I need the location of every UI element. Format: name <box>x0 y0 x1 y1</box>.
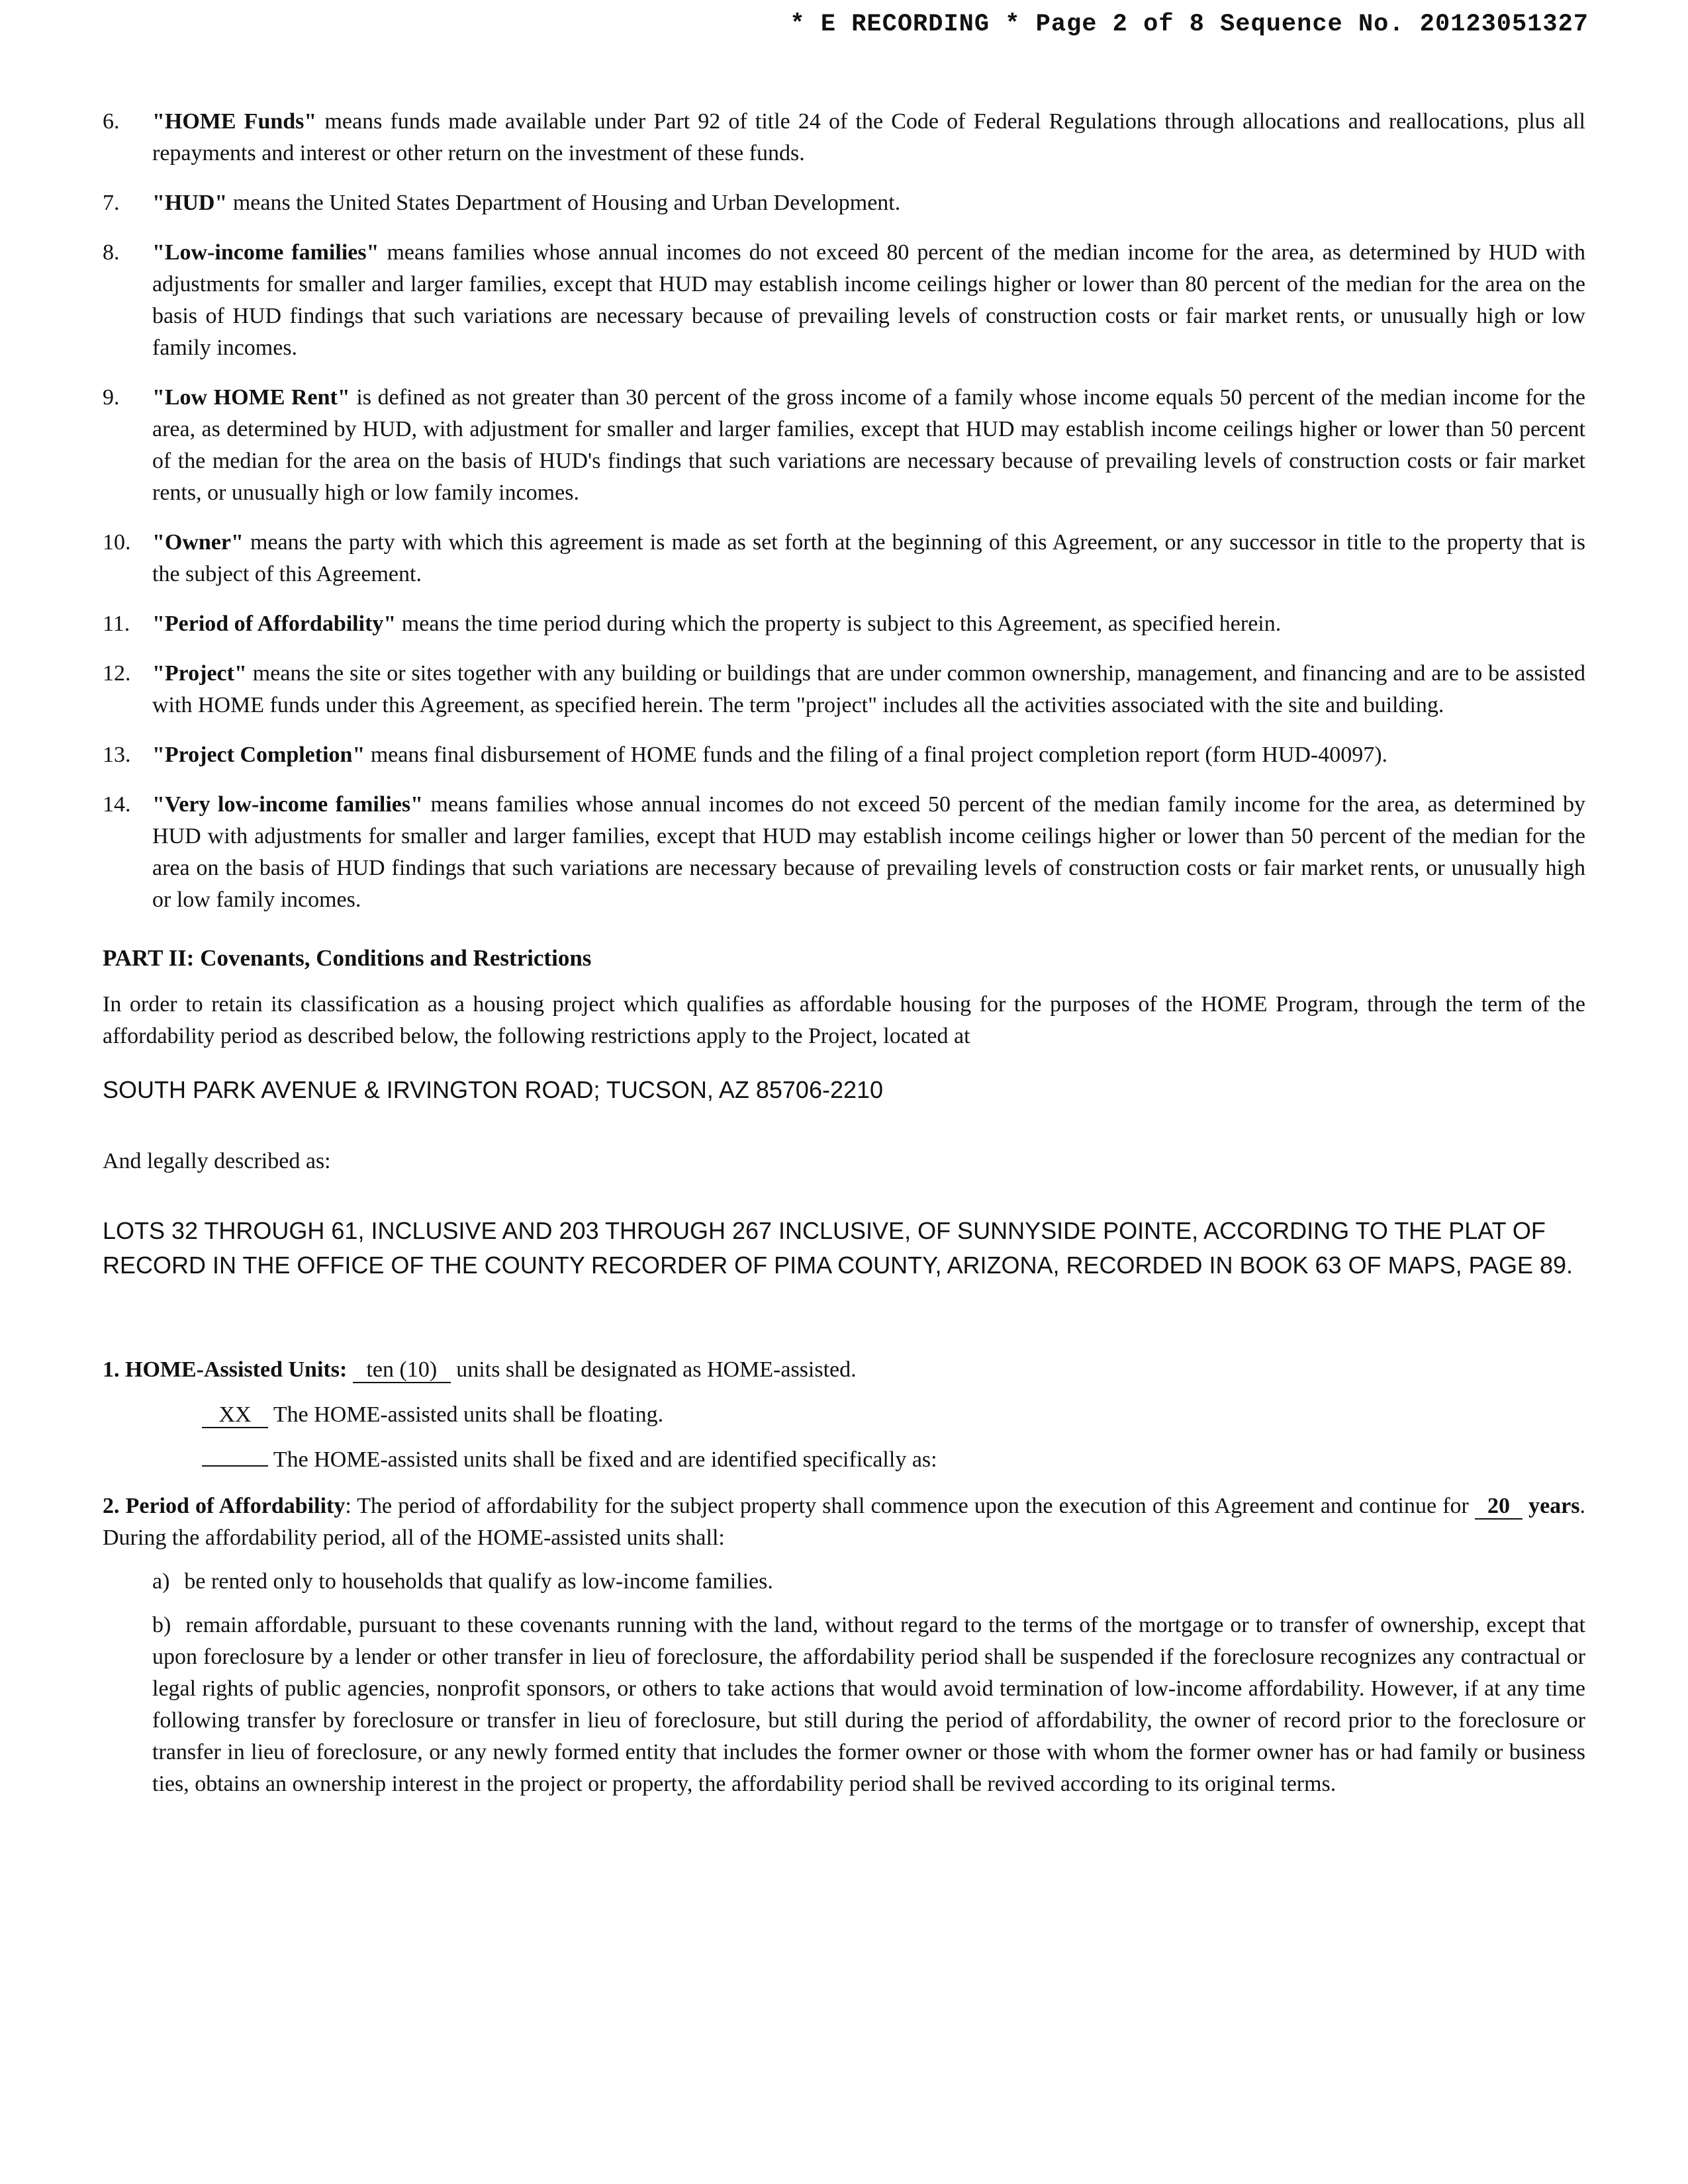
definition-12 <box>103 658 1585 721</box>
definition-term: "Very low-income families" <box>152 792 423 817</box>
part-ii-intro: In order to retain its classification as a housing project which qualifies as affordable housing for the purposes of the HOME Program, through the term of the affordability period as described below, the following restrictions apply to the Project, located at <box>103 992 1585 1048</box>
recording-header: * E RECORDING * Page 2 of 8 Sequence No. 20123051327 <box>790 11 1589 38</box>
definition-text: means final disbursement of HOME funds and the filing of a final project completion report (form HUD-40097). <box>365 743 1388 767</box>
definition-term: "Owner" <box>152 530 244 555</box>
definition-number: 14. <box>103 792 131 817</box>
affordability-item-a <box>103 1566 1585 1598</box>
definition-13 <box>103 739 1585 771</box>
legal-description: LOTS 32 THROUGH 61, INCLUSIVE AND 203 THROUGH 267 INCLUSIVE, OF SUNNYSIDE POINTE, ACCORDING TO THE PLAT OF RECORD IN THE OFFICE OF THE COUNTY RECORDER OF PIMA COUNTY, ARIZONA, RECORDED IN BOOK 63 OF MAPS, PAGE 89. <box>103 1217 1573 1279</box>
definition-number: 11. <box>103 612 130 636</box>
units-count-field: ten (10) <box>353 1358 451 1383</box>
fixed-units-mark <box>202 1465 268 1467</box>
definition-number: 13. <box>103 743 131 767</box>
definition-term: "Low-income families" <box>152 240 379 265</box>
definition-text: means the party with which this agreement is made as set forth at the beginning of this Agreement, or any successor in title to the property that is the subject of this Agreement. <box>152 530 1585 586</box>
item-letter: a) <box>152 1569 170 1594</box>
fixed-units-option <box>103 1444 1585 1476</box>
years-label: years <box>1528 1494 1580 1518</box>
definition-14 <box>103 789 1585 916</box>
document-body <box>103 106 1585 1800</box>
section-2-label: 2. Period of Affordability <box>103 1494 346 1518</box>
item-text: remain affordable, pursuant to these covenants running with the land, without regard to the terms of the mortgage or to transfer of ownership, except that upon foreclosure by a lender or other transfer in lieu of foreclosure, the affordability period shall be suspended if the foreclosure recognizes any contractual or legal rights of public agencies, nonprofit sponsors, or others to take actions that would avoid termination of low-income affordability. However, if at any time following transfer by foreclosure or transfer in lieu of foreclosure, but still during the period of affordability, the owner of record prior to the foreclosure or transfer in lieu of foreclosure, or any newly formed entity that includes the former owner or those with whom the former owner has or had family or business ties, obtains an ownership interest in the project or property, the affordability period shall be revived according to its original terms. <box>152 1613 1585 1796</box>
period-of-affordability-paragraph <box>103 1490 1585 1554</box>
affordability-years-field: 20 <box>1475 1494 1523 1520</box>
definition-number: 9. <box>103 385 120 410</box>
definition-text: means the United States Department of Housing and Urban Development. <box>227 191 901 215</box>
definition-8 <box>103 237 1585 364</box>
definition-term: "Project Completion" <box>152 743 365 767</box>
item-text: be rented only to households that qualify as low-income families. <box>184 1569 773 1594</box>
floating-units-mark: XX <box>202 1403 268 1428</box>
definition-text: means families whose annual incomes do not exceed 80 percent of the median income for the area, as determined by HUD with adjustments for smaller and larger families, except that HUD may establish income ceilings higher or lower than 80 percent of the median for the area on the basis of HUD findings that such variations are necessary because of prevailing levels of construction costs or fair market rents, or unusually high or low family incomes. <box>152 240 1585 360</box>
project-address: SOUTH PARK AVENUE & IRVINGTON ROAD; TUCSON, AZ 85706-2210 <box>103 1076 884 1103</box>
definition-text: means families whose annual incomes do not exceed 50 percent of the median family income for the area, as determined by HUD with adjustments for smaller and larger families, except that HUD may establish income ceilings higher or lower than 50 percent of the median for the area on the basis of HUD findings that such variations are necessary because of prevailing levels of construction costs or fair market rents, or unusually high or low family incomes. <box>152 792 1585 912</box>
definition-number: 7. <box>103 191 120 215</box>
units-text: units shall be designated as HOME-assisted. <box>456 1357 857 1382</box>
definition-7 <box>103 187 1585 219</box>
definition-11 <box>103 608 1585 640</box>
definition-text: means the time period during which the property is subject to this Agreement, as specified herein. <box>396 612 1282 636</box>
definition-number: 6. <box>103 109 120 134</box>
definition-text: means funds made available under Part 92 of title 24 of the Code of Federal Regulations through allocations and reallocations, plus all repayments and interest or other return on the investment of these funds. <box>152 109 1586 165</box>
floating-units-option <box>103 1399 1585 1431</box>
definition-6 <box>103 106 1585 169</box>
part-ii-heading: PART II: Covenants, Conditions and Restrictions <box>103 945 592 971</box>
definition-number: 12. <box>103 661 131 686</box>
definition-9 <box>103 382 1585 509</box>
definition-10 <box>103 527 1585 590</box>
home-assisted-units-line <box>103 1354 1585 1386</box>
definition-term: "Period of Affordability" <box>152 612 397 636</box>
definition-term: "HOME Funds" <box>152 109 317 134</box>
definition-number: 10. <box>103 530 131 555</box>
fixed-units-text: The HOME-assisted units shall be fixed and are identified specifically as: <box>273 1447 937 1472</box>
definition-number: 8. <box>103 240 120 265</box>
definition-text: means the site or sites together with any building or buildings that are under common ownership, management, and financing and are to be assisted with HOME funds under this Agreement, as specified herein. The term "project" includes all the activities associated with the site and building. <box>152 661 1585 717</box>
definition-term: "HUD" <box>152 191 228 215</box>
floating-units-text: The HOME-assisted units shall be floating. <box>273 1402 664 1427</box>
item-letter: b) <box>152 1613 171 1637</box>
affordability-item-b <box>103 1610 1585 1800</box>
definition-text: is defined as not greater than 30 percent of the gross income of a family whose income equals 50 percent of the median income for the area, as determined by HUD, with adjustment for smaller and larger families, except that HUD may establish income ceilings higher or lower than 50 percent of the median for the area on the basis of HUD's findings that such variations are necessary because of prevailing levels of construction costs or fair market rents, or unusually high or low family incomes. <box>152 385 1585 505</box>
section-1-label: 1. HOME-Assisted Units: <box>103 1357 348 1382</box>
definition-term: "Project" <box>152 661 247 686</box>
legal-description-intro: And legally described as: <box>103 1149 331 1173</box>
section-2-text-after: . During the affordability period, all of the HOME-assisted units shall: <box>103 1494 1585 1550</box>
definition-term: "Low HOME Rent" <box>152 385 350 410</box>
section-2-text-before: : The period of affordability for the subject property shall commence upon the execution of this Agreement and continue for <box>345 1494 1475 1518</box>
